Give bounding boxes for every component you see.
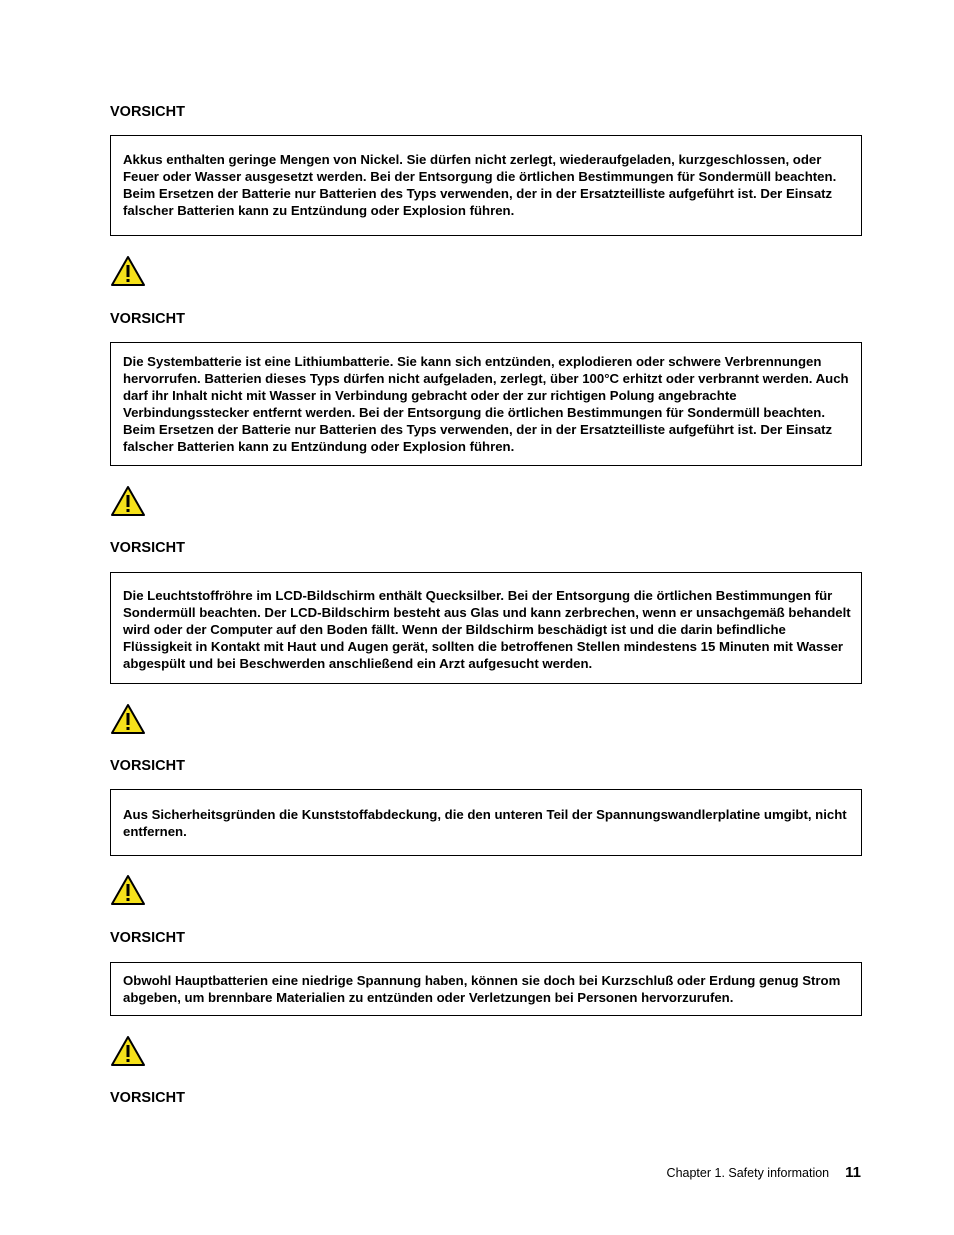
caution-box-1: [110, 135, 862, 236]
caution-heading-5: VORSICHT: [110, 930, 185, 946]
caution-box-5: [110, 962, 862, 1016]
caution-heading-6: VORSICHT: [110, 1090, 185, 1106]
caution-text-5: Obwohl Hauptbatterien eine niedrige Spannung haben, können sie doch bei Kurzschluß oder Erdung genug Strom abgeben, um brennbare Materialien zu entzünden oder Verletzungen bei Personen hervorzurufen.: [123, 973, 841, 1005]
caution-heading-1: VORSICHT: [110, 104, 185, 120]
caution-text-3: Die Leuchtstoffröhre im LCD-Bildschirm enthält Quecksilber. Bei der Entsorgung die örtlichen Bestimmungen für Sondermüll beachten. Der LCD-Bildschirm besteht aus Glas und kann zerbrechen, wenn er unsachgemäß behandelt wird oder der Computer auf den Boden fällt. Wenn der Bildschirm beschädigt ist und die darin befindliche Flüssigkeit in Kontakt mit Haut und Augen gerät, sollten die betroffenen Stellen mindestens 15 Minuten mit Wasser abgespült und bei Beschwerden anschließend ein Arzt aufgesucht werden.: [123, 588, 851, 671]
page-footer: [667, 1164, 861, 1181]
caution-text-2: Die Systembatterie ist eine Lithiumbatterie. Sie kann sich entzünden, explodieren oder schwere Verbrennungen hervorrufen. Batterien dieses Typs dürfen nicht aufgeladen, zerlegt, über 100°C erhitzt oder verbrannt werden. Auch darf ihr Inhalt nicht mit Wasser in Verbindung gebracht oder der zur richtigen Polung angebrachte Verbindungsstecker entfernt werden. Bei der Entsorgung die örtlichen Bestimmungen für Sondermüll beachten. Beim Ersetzen der Batterie nur Batterien des Typs verwenden, der in der Ersatzteilliste aufgeführt ist. Der Einsatz falscher Batterien kann zu Entzündung oder Explosion führen.: [123, 354, 849, 454]
warning-triangle-icon: [110, 1035, 146, 1067]
chapter-label: Chapter 1. Safety information: [666, 1166, 830, 1180]
caution-heading-2: VORSICHT: [110, 311, 185, 327]
caution-box-4: [110, 789, 862, 856]
caution-text-1: Akkus enthalten geringe Mengen von Nickel. Sie dürfen nicht zerlegt, wiederaufgeladen, kurzgeschlossen, oder Feuer oder Wasser ausgesetzt werden. Bei der Entsorgung die örtlichen Bestimmungen für Sondermüll beachten. Beim Ersetzen der Batterie nur Batterien des Typs verwenden, der in der Ersatzteilliste aufgeführt ist. Der Einsatz falscher Batterien kann zu Entzündung oder Explosion führen.: [123, 152, 837, 218]
caution-box-2: [110, 342, 862, 466]
warning-triangle-icon: [110, 255, 146, 287]
caution-text-4: Aus Sicherheitsgründen die Kunststoffabdeckung, die den unteren Teil der Spannungswandlerplatine umgibt, nicht entfernen.: [123, 807, 847, 839]
caution-box-3: [110, 572, 862, 684]
caution-heading-4: VORSICHT: [110, 758, 185, 774]
warning-triangle-icon: [110, 485, 146, 517]
warning-triangle-icon: [110, 703, 146, 735]
warning-triangle-icon: [110, 874, 146, 906]
page-number: 11: [845, 1164, 861, 1181]
caution-heading-3: VORSICHT: [110, 540, 185, 556]
